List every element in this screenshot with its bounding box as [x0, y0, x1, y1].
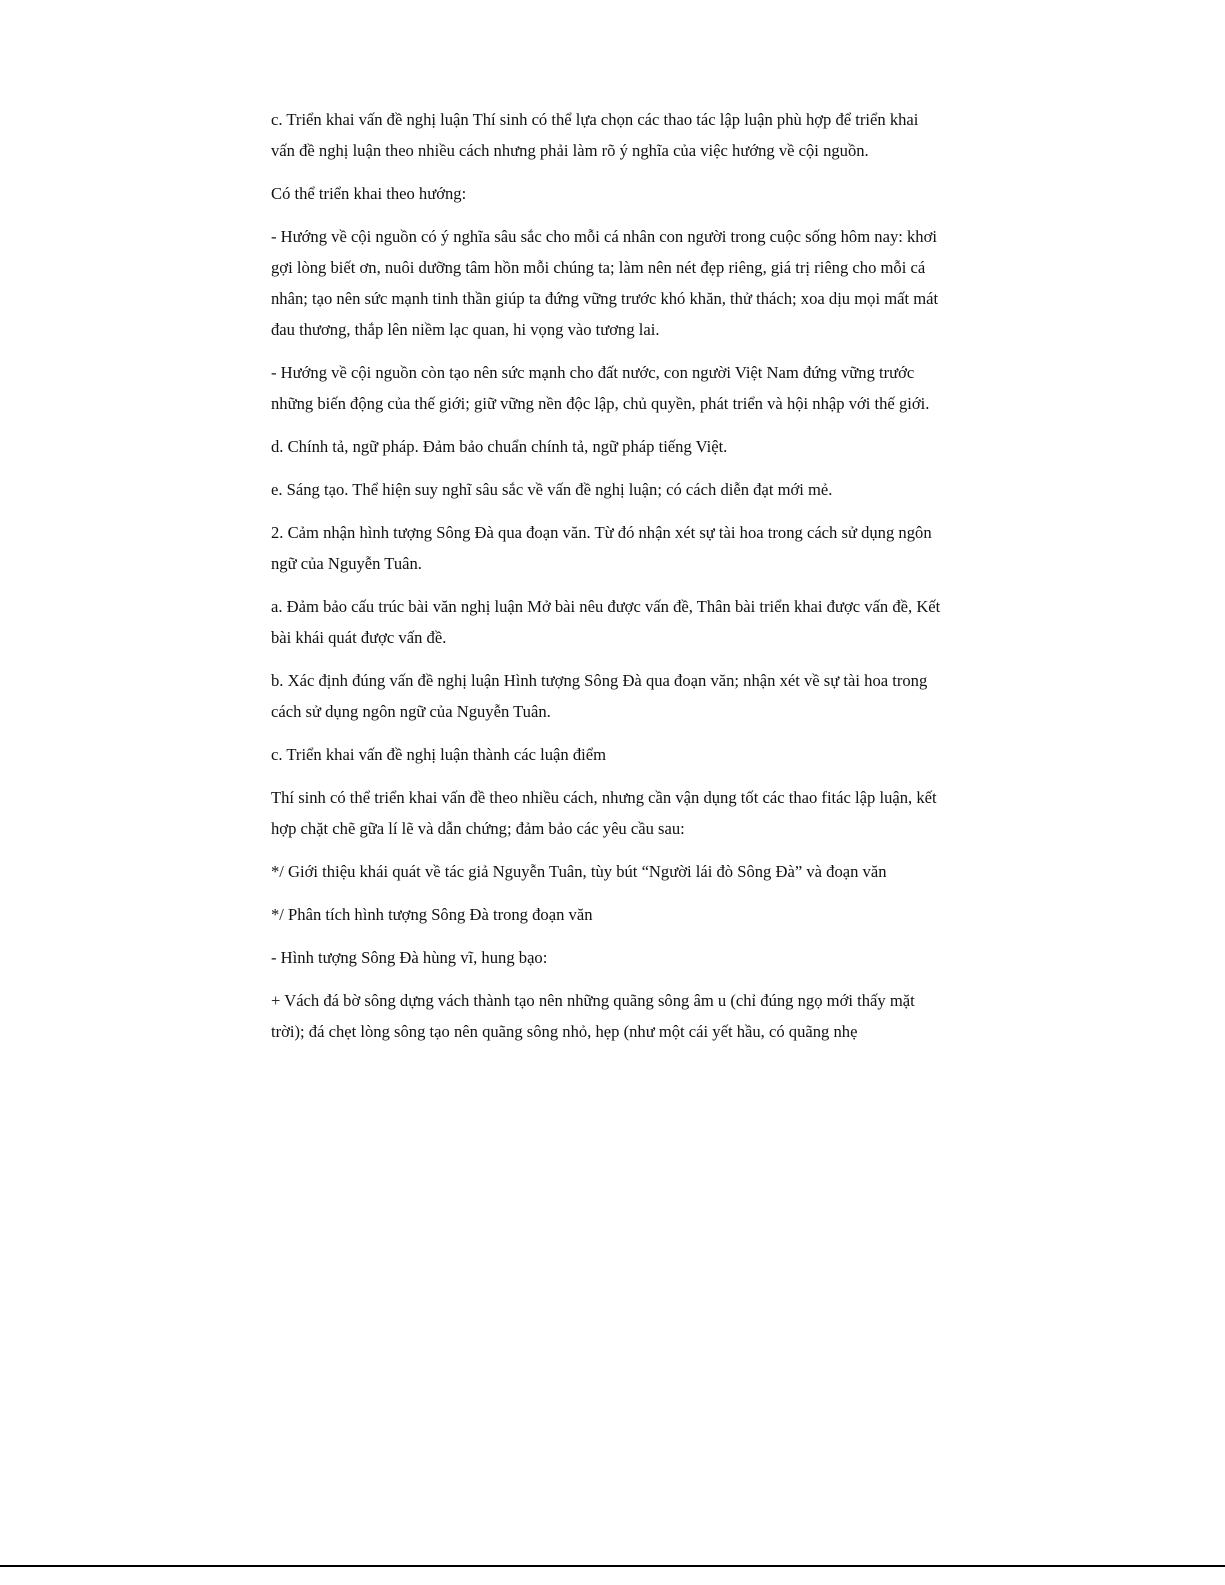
paragraph-vach-da: + Vách đá bờ sông dựng vách thành tạo nên những quãng sông âm u (chỉ đúng ngọ mới thấy mặt trời); đá chẹt lòng sông tạo nên quãng sông nhỏ, hẹp (như một cái yết hầu, có quãng nhẹ — [271, 991, 915, 1041]
paragraph-a-cau-truc: a. Đảm bảo cấu trúc bài văn nghị luận Mở bài nêu được vấn đề, Thân bài triển khai được vấn đề, Kết bài khái quát được vấn đề. — [271, 597, 941, 647]
paragraph-co-the-trien-khai: Có thể triển khai theo hướng: — [271, 184, 467, 203]
paragraph-y-nghia-dat-nuoc: - Hướng về cội nguồn còn tạo nên sức mạnh cho đất nước, con người Việt Nam đứng vững trước những biến động của thế giới; giữ vững nền độc lập, chủ quyền, phát triển và hội nhập với thế giới. — [271, 363, 930, 413]
paragraph-thi-sinh: Thí sinh có thể triển khai vấn đề theo nhiều cách, nhưng cần vận dụng tốt các thao fitác lập luận, kết hợp chặt chẽ gữa lí lẽ và dẫn chứng; đảm bảo các yêu cầu sau: — [271, 788, 937, 838]
paragraph-cau-2: 2. Cảm nhận hình tượng Sông Đà qua đoạn văn. Từ đó nhận xét sự tài hoa trong cách sử dụng ngôn ngữ của Nguyễn Tuân. — [271, 523, 932, 573]
paragraph-gioi-thieu: */ Giới thiệu khái quát về tác giả Nguyễn Tuân, tùy bút “Người lái đò Sông Đà” và đoạn văn — [271, 862, 887, 881]
paragraph-c-luan-diem: c. Triển khai vấn đề nghị luận thành các luận điểm — [271, 745, 607, 764]
paragraph-sang-tao: e. Sáng tạo. Thể hiện suy nghĩ sâu sắc về vấn đề nghị luận; có cách diễn đạt mới mẻ. — [271, 480, 833, 499]
paragraph-c-trien-khai: c. Triển khai vấn đề nghị luận Thí sinh có thể lựa chọn các thao tác lập luận phù hợp để triển khai vấn đề nghị luận theo nhiều cách nhưng phải làm rõ ý nghĩa của việc hướng về cội nguồn. — [271, 110, 919, 160]
paragraph-phan-tich: */ Phân tích hình tượng Sông Đà trong đoạn văn — [271, 905, 593, 924]
paragraph-b-xac-dinh: b. Xác định đúng vấn đề nghị luận Hình tượng Sông Đà qua đoạn văn; nhận xét về sự tài hoa trong cách sử dụng ngôn ngữ của Nguyễn Tuân. — [271, 671, 928, 721]
paragraph-chinh-ta: d. Chính tả, ngữ pháp. Đảm bảo chuẩn chính tả, ngữ pháp tiếng Việt. — [271, 437, 728, 456]
paragraph-y-nghia-ca-nhan: - Hướng về cội nguồn có ý nghĩa sâu sắc cho mỗi cá nhân con người trong cuộc sống hôm nay: khơi gợi lòng biết ơn, nuôi dưỡng tâm hồn mỗi chúng ta; làm nên nét đẹp riêng, giá trị riêng cho mỗi cá nhân; tạo nên sức mạnh tinh thần giúp ta đứng vững trước khó khăn, thử thách; xoa dịu mọi mất mát đau thương, thắp lên niềm lạc quan, hi vọng vào tương lai. — [271, 227, 939, 339]
document-body — [271, 104, 946, 1059]
page-bottom-rule — [0, 1565, 1225, 1567]
paragraph-hung-vi: - Hình tượng Sông Đà hùng vĩ, hung bạo: — [271, 948, 548, 967]
